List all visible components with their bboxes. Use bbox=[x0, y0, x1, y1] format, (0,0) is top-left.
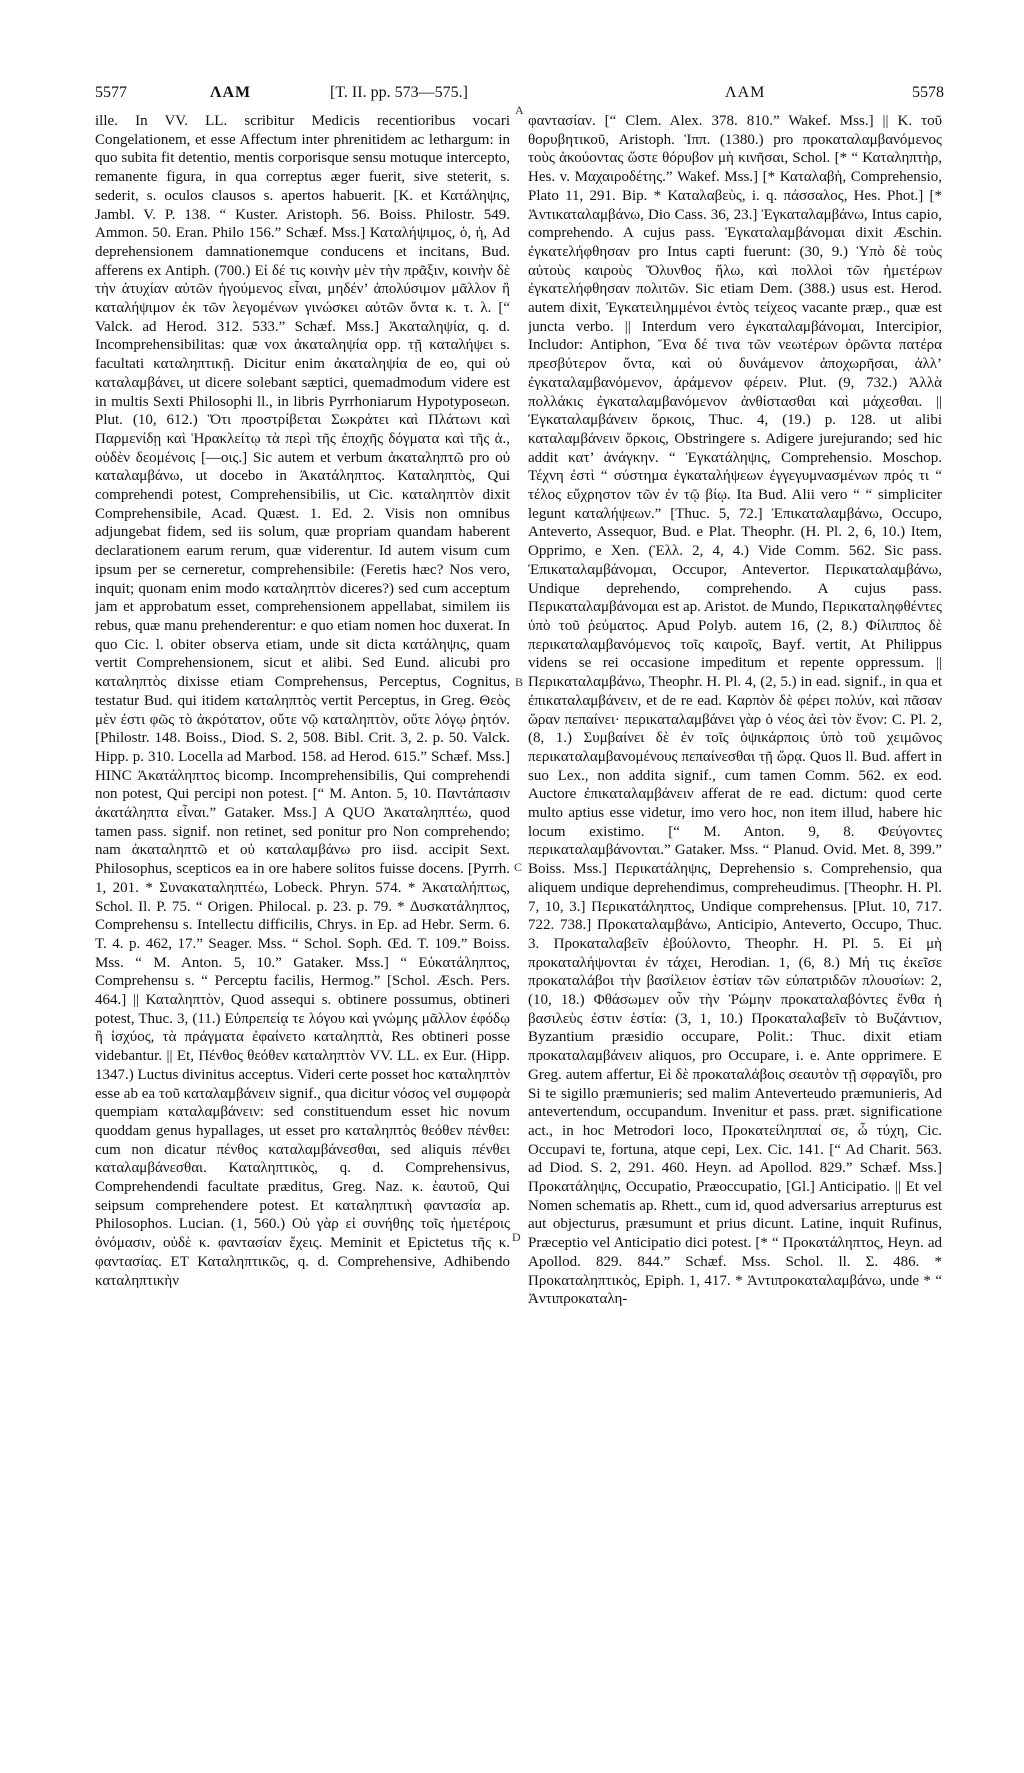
margin-letter-b: B bbox=[515, 675, 524, 689]
left-column-text: ille. In VV. LL. scribitur Medicis recentioribus vocari Congelationem, et esse Affectum inter phrenitidem ac lethargum: in quo subita fit detentio, mentis corporisque sensu motuque intercepto, remanente figura, in qua correptus æger fuerit, sive steterit, s. sederit, s. oculos clausos s. apertos habuerit. [K. et Κατάληψις, Jambl. V. P. 138. “ Kuster. Aristoph. 56. Boiss. Philostr. 549. Ammon. 50. Eran. Philo 156.” Schæf. Mss.] Καταλήψιμος, ὁ, ἡ, Ad deprehensionem damnationemque conducens et incitans, Bud. afferens ex Antiph. (700.) Εἰ δέ τις κοινὴν μὲν τὴν πρᾶξιν, κοινὴν δὲ τὴν ἀτυχίαν αὐτῶν ἡγούμενος εἶναι, μηδέν’ ἀπολύσιμον μᾶλλον ἢ καταλήψιμον ἐκ τῶν λεγομένων γινώσκει αὐτῶν ὄντα κ. τ. λ. [“ Valck. ad Herod. 312. 533.” Schæf. Mss.] Ἀκαταληψία, q. d. Incomprehensibilitas: quæ vox ἀκαταληψία opp. τῇ καταλήψει s. facultati καταληπτικῇ. Dicitur enim ἀκαταληψία de eo, qui οὐ καταλαμβάνει, ut dicere solebant sæptici, quemadmodum videre est in multis Sexti Philosophi ll., in libris Pyrrhoniarum Hypotyposeωn. Plut. (10, 612.) Ὅτι προστρίβεται Σωκράτει καὶ Πλάτωνι καὶ Παρμενίδῃ καὶ Ἡρακλείτῳ τὰ περὶ τῆς ἐποχῆς δόγματα καὶ τῆς ἀ., οὐδὲν δεομένοις [—οις.] Sic autem et verbum ἀκαταληπτῶ pro οὐ καταλαμβάνω, ut docebo in Ἀκατάληπτος. Καταληπτὸς, Qui comprehendi potest, Comprehensibilis, ut Cic. καταληπτὸν dixit Comprehensibile, Acad. Quæst. 1. Ed. 2. Visis non omnibus adjungebat fidem, sed iis solum, quæ propriam quandam haberent declarationem earum rerum, quæ viderentur. Id autem visum cum ipsum per se cerneretur, comprehensibile: (Feretis hæc? Nos vero, inquit; quonam enim modo καταληπτὸν diceres?) sed cum acceptum jam et approbatum esset, comprehensionem appellabat, similem iis rebus, quæ manu prehenderentur: e quo etiam nomen hoc duxerat. In quo Cic. l. obiter observa etiam, unde sit dicta κατάληψις, quam vertit Comprehensionem, sicut et alibi. Sed Eund. alicubi pro καταληπτὸς dixisse etiam Comprehensus, Perceptus, Cognitus, testatur Bud. qui itidem καταληπτὸς vertit Perceptus, in Greg. Θεὸς μὲν ἐστι φῶς τὸ ἀκρότατον, οὔτε νῷ καταληπτὸν, οὔτε λόγῳ ῥητόν. [Philostr. 148. Boiss., Diod. S. 2, 508. Bibl. Crit. 3, 2. p. 50. Valck. Hipp. p. 310. Locella ad Marbod. 158. ad Herod. 615.” Schæf. Mss.] HINC Ἀκατάληπτος bicomp. Incomprehensibilis, Qui comprehendi non potest, Qui percipi non potest. [“ M. Anton. 5, 10. Παντάπασιν ἀκατάληπτα εἶναι.” Gataker. Mss.] A QUO Ἀκαταληπτέω, quod tamen pass. signif. non retinet, sed ponitur pro Non comprehendo; nam ἀκαταληπτῶ et οὐ καταλαμβάνω pro iisd. accipit Sext. Philosophus, scepticos ea in ore habere solitos fuisse docens. [Pyrrh. 1, 201. * Συνακαταληπτέω, Lobeck. Phryn. 574. * Ἀκαταλήπτως, Schol. Il. P. 75. “ Origen. Philocal. p. 23. p. 79. * Δυσκατάληπτος, Comprehensu s. Intellectu difficilis, Chrys. in Ep. ad Hebr. Serm. 6. T. 4. p. 462, 17.” Seager. Mss. “ Schol. Soph. Œd. T. 109.” Boiss. Mss. “ M. Anton. 5, 10.” Gataker. Mss.] “ Εὐκατάληπτος, Comprehensu s. “ Perceptu facilis, Hermog.” [Schol. Æsch. Pers. 464.] || Καταληπτὸν, Quod assequi s. obtinere possumus, obtineri potest, Thuc. 3, (11.) Εὐπρεπείᾳ τε λόγου καὶ γνώμης μᾶλλον ἐφόδῳ ἢ ἰσχύος, τὰ πράγματα ἐφαίνετο καταληπτὰ, Res obtineri posse videbantur. || Et, Πένθος θεόθεν καταληπτὸν VV. LL. ex Eur. (Hipp. 1347.) Luctus divinitus acceptus. Videri certe posset hoc καταληπτὸν esse ab ea τοῦ καταλαμβάνειν signif., qua dicitur νόσος vel συμφορὰ quempiam καταλαμβάνειν: sed constituendum esset hic novum quoddam genus hypallages, ut esset pro καταληπτὸς θεόθεν πένθει: cum non dicatur πένθος καταλαμβάνεσθαι, sed aliquis πένθει καταλαμβάνεσθαι. Καταληπτικὸς, q. d. Comprehensivus, Comprehendendi facultate præditus, Greg. Naz. κ. ἑαυτοῦ, Qui seipsum comprehendere potest. Et καταληπτικὴ φαντασία ap. Philosophos. Lucian. (1, 560.) Οὐ γὰρ εἰ συνήθης τοῖς ἡμετέροις ὀνόμασιν, οὐδὲ κ. φαντασίαν ἔχεις. Meminit et Epictetus τῆς κ. φαντασίας. ET Καταληπτικῶς, q. d. Comprehensive, Adhibendo καταληπτικὴν bbox=[95, 113, 510, 1289]
volume-page-range: [T. II. pp. 573—575.] bbox=[330, 84, 468, 101]
margin-letter-c: C bbox=[514, 860, 523, 874]
right-column bbox=[528, 112, 942, 1722]
margin-letter-a: A bbox=[515, 103, 524, 117]
right-column-text: φαντασίαν. [“ Clem. Alex. 378. 810.” Wakef. Mss.] || K. τοῦ θορυβητικοῦ, Aristoph. Ἱππ. (1380.) pro προκαταλαμβανόμενος τοὺς ἀκούοντας ὥστε θόρυβον μὴ κινῆσαι, Schol. [* “ Καταληπτὴρ, Hes. v. Μαχαιροδέτης.” Wakef. Mss.] [* Καταλαβὴ, Comprehensio, Plato 11, 291. Bip. * Καταλαβεὺς, i. q. πάσσαλος, Hes. Phot.] [* Ἀντικαταλαμβάνω, Dio Cass. 36, 23.] Ἐγκαταλαμβάνω, Intus capio, comprehendo. A cujus pass. Ἐγκαταλαμβάνομαι dixit Æschin. ἐγκατελήφθησαν pro Intus capti fuerunt: (30, 9.) Ὑπὸ δὲ τοὺς αὐτοὺς καιροὺς Ὄλυνθος ἥλω, καὶ πολλοὶ τῶν ἡμετέρων ἐγκατελήφθησαν πολιτῶν. Sic etiam Dem. (388.) usus est. Herod. autem dixit, Ἐγκατειλημμένοι ἐντὸς τείχεος vacante præp., quæ est juncta verbo. || Interdum vero ἐγκαταλαμβάνομαι, Intercipior, Includor: Antiphon, Ἕνα δέ τινα τῶν νεωτέρων ὁρῶντα πατέρα πρεσβύτερον ὄντα, καὶ οὐ δυνάμενον ἀποχωρῆσαι, ἀλλ’ ἐγκαταλαμβανόμενον, ἀράμενον φέρειν. Plut. (9, 732.) Ἀλλὰ πολλάκις ἐγκαταλαμβανόμενον ἀνθίστασθαι καὶ μάχεσθαι. || Ἐγκαταλαμβάνειν ὅρκοις, Thuc. 4, (19.) p. 128. ut alibi καταλαμβάνειν ὅρκοις, Obstringere s. Adigere jurejurando; sed hic addit κατ’ ἀνάγκην. “ Ἐγκατάληψις, Comprehensio. Moschop. Τέχνη ἐστὶ “ σύστημα ἐγκαταλήψεων ἐγγεγυμνασμένων πρός τι “ τέλος εὔχρηστον τῶν ἐν τῷ βίῳ. Ita Bud. Alii vero “ “ simpliciter legunt καταλήψεων.” [Thuc. 5, 72.] Ἐπικαταλαμβάνω, Occupo, Anteverto, Assequor, Bud. e Plat. Theophr. (H. Pl. 2, 6, 10.) Item, Opprimo, e Xen. (Ἑλλ. 2, 4, 4.) Vide Comm. 562. Sic pass. Ἐπικαταλαμβάνομαι, Occupor, Antevertor. Περικαταλαμβάνω, Undique deprehendo, comprehendo. A cujus pass. Περικαταλαμβάνομαι est ap. Aristot. de Mundo, Περικαταληφθέντες ὑπὸ τοῦ ῥεύματος. Apud Polyb. autem 16, (2, 8.) Φίλιππος δὲ περικαταλαμβανόμενος τοῖς καιροῖς, Bayf. vertit, At Philippus videns se rei occasione impeditum et repente oppressum. || Περικαταλαμβάνω, Theophr. H. Pl. 4, (2, 5.) in ead. signif., in qua et ἐπικαταλαμβάνειν, et de re ead. Καρπὸν δὲ φέρει πολύν, καὶ πᾶσαν ὥραν πεπαίνει· περικαταλαμβάνει γὰρ ὁ νέος ἀεὶ τὸν ἔνον: C. Pl. 2, (8, 1.) Συμβαίνει δὲ ἐν τοῖς ὀψικάρποις ὑπὸ τοῦ χειμῶνος περικαταλαμβανομένους πεπαίνεσθαι τῇ ὥρᾳ. Quos ll. Bud. affert in suo Lex., non addita signif., cum tamen Comm. 562. ex eod. Auctore ἐπικαταλαμβάνειν afferat de re ead. dictum: quod certe multo aptius esse videtur, imo vero hoc, non item illud, habere hic locum existimo. [“ M. Anton. 9, 8. Φεύγοντες περικαταλαμβάνονται.” Gataker. Mss. “ Planud. Ovid. Met. 8, 399.” Boiss. Mss.] Περικατάληψις, Deprehensio s. Comprehensio, qua aliquem undique deprehendimus, compreheudimus. [Theophr. H. Pl. 7, 10, 3.] Περικατάληπτος, Undique comprehensus. [Plut. 10, 717. 722. 738.] Προκαταλαμβάνω, Anticipio, Anteverto, Occupo, Thuc. 3. Προκαταλαβεῖν ἐβούλοντο, Theophr. H. Pl. 5. Εἰ μὴ προκαταλήψονται ἐν τάχει, Herodian. 1, (6, 8.) Μή τις ἐκεῖσε προκαταλάβοι τὴν βασίλειον ἑστίαν τῶν εὐπατριδῶν πλουσίων: 2, (10, 18.) Φθάσωμεν οὖν τὴν Ῥώμην προκαταλαβόντες ἔνθα ἡ βασιλεὺς ἐστιν ἑστία: (3, 1, 10.) Προκαταλαβεῖν τὸ Βυζάντιον, Byzantium præsidio occupare, Polit.: Thuc. dixit etiam προκαταλαμβάνειν aliquos, pro Occupare, i. e. Ante opprimere. E Greg. autem affertur, Εἰ δὲ προκαταλάβοις σεαυτὸν τῇ σφραγῖδι, pro Si te sigillo præmunieris; sed malim Anteverteudo præmunieris, Ad antevertendum, occupandum. Invenitur et pass. præt. significatione act., in hoc Metrodori loco, Προκατείληππαί σε, ὦ τύχη, Cic. Occupavi te, fortuna, atque cepi, Lex. Cic. 141. [“ Ad Charit. 563. ad Diod. S. 2, 291. 460. Heyn. ad Apollod. 829.” Schæf. Mss.] Προκατάληψις, Occupatio, Præoccupatio, [Gl.] Anticipatio. || Et vel Nomen schematis ap. Rhett., cum id, quod adversarius arrepturus est aut objecturus, præsumunt et prius dicunt. Latine, inquit Rufinus, Præceptio vel Anticipatio dici potest. [* “ Προκατάληπτος, Heyn. ad Apollod. 829. 844.” Schæf. Mss. Schol. ll. Σ. 486. * Προκαταληπτικὸς, Epiph. 1, 417. * Ἀντιπροκαταλαμβάνω, unde * “ Ἀντιπροκαταλη- bbox=[528, 113, 942, 1308]
running-title-left: ΛΑΜ bbox=[210, 84, 252, 101]
page-number-right: 5578 bbox=[912, 84, 944, 101]
running-title-right: ΛΑΜ bbox=[725, 84, 766, 101]
left-column bbox=[95, 112, 510, 1722]
margin-letter-d: D bbox=[512, 1230, 521, 1244]
page-header bbox=[0, 84, 1024, 114]
page-number-left: 5577 bbox=[95, 84, 127, 101]
